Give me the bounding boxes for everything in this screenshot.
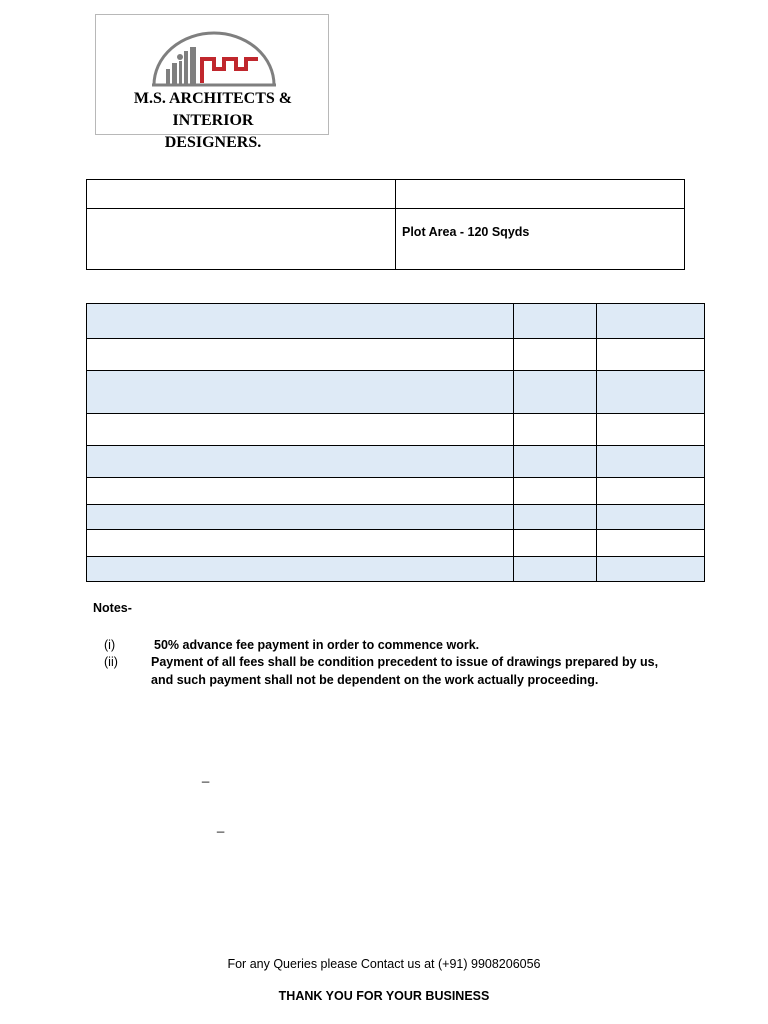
table-cell — [87, 557, 514, 582]
table-cell — [597, 557, 705, 582]
contact-info: For any Queries please Contact us at (+91) 9908206056 — [227, 957, 541, 971]
table-row — [87, 478, 705, 505]
table-row — [87, 505, 705, 530]
table-cell — [597, 371, 705, 414]
company-name-line2: DESIGNERS. — [164, 134, 262, 151]
table-row — [87, 371, 705, 414]
table-cell — [514, 505, 597, 530]
plot-area-cell: Plot Area - 120 Sqyds — [396, 209, 685, 270]
table-cell — [514, 478, 597, 505]
table-row — [87, 339, 705, 371]
note-number: (ii) — [104, 655, 118, 669]
note-text-continued: and such payment shall not be dependent on the work actually proceeding. — [151, 673, 599, 687]
table-cell — [87, 414, 514, 446]
table-cell — [514, 339, 597, 371]
table-row — [87, 557, 705, 582]
table-cell — [87, 339, 514, 371]
company-logo-box — [95, 14, 329, 151]
fees-table — [86, 303, 705, 582]
table-row — [87, 530, 705, 557]
table-cell — [514, 414, 597, 446]
table-cell — [514, 530, 597, 557]
table-cell — [87, 446, 514, 478]
table-cell — [396, 180, 685, 209]
table-cell — [597, 339, 705, 371]
company-name — [96, 88, 330, 154]
table-cell — [597, 478, 705, 505]
signature-dash: _ — [202, 768, 210, 783]
table-cell — [597, 446, 705, 478]
table-cell — [87, 209, 396, 270]
table-cell — [597, 304, 705, 339]
table-cell — [597, 505, 705, 530]
table-cell — [87, 304, 514, 339]
notes-heading: Notes- — [93, 601, 132, 615]
table-cell — [597, 530, 705, 557]
table-row — [87, 180, 685, 209]
table-cell — [514, 371, 597, 414]
note-text: 50% advance fee payment in order to commence work. — [154, 638, 480, 652]
table-row — [87, 446, 705, 478]
table-cell — [514, 304, 597, 339]
table-row — [87, 209, 685, 270]
table-cell — [514, 446, 597, 478]
note-text: Payment of all fees shall be condition precedent to issue of drawings prepared by us, — [151, 655, 659, 669]
table-cell — [87, 180, 396, 209]
table-cell — [87, 505, 514, 530]
table-cell — [597, 414, 705, 446]
thank-you-message: THANK YOU FOR YOUR BUSINESS — [278, 989, 490, 1003]
signature-dash: _ — [217, 818, 225, 833]
note-number: (i) — [104, 638, 116, 652]
table-row — [87, 414, 705, 446]
table-cell — [87, 478, 514, 505]
client-info-table — [86, 179, 685, 270]
table-cell — [87, 371, 514, 414]
table-cell — [87, 530, 514, 557]
table-cell — [514, 557, 597, 582]
company-logo-icon — [144, 23, 280, 89]
table-row — [87, 304, 705, 339]
company-name-line1: M.S. ARCHITECTS & INTERIOR — [133, 90, 293, 129]
